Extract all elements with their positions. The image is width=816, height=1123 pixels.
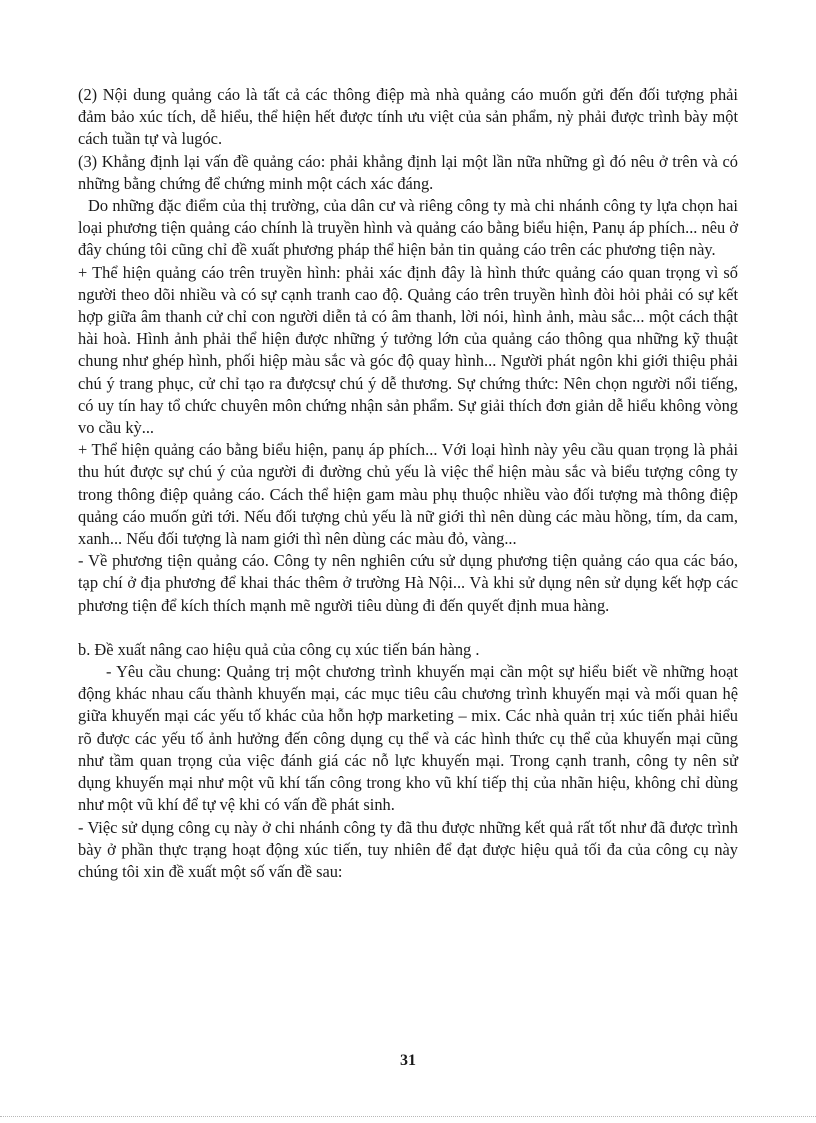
- section-heading-sales-promotion: b. Đề xuất nâng cao hiệu quả của công cụ xúc tiến bán hàng .: [78, 639, 480, 659]
- paragraph-tv-ads: + Thể hiện quảng cáo trên truyền hình: phải xác định đây là hình thức quảng cáo quan trọng vì số người theo dõi nhiều và có sự cạnh tranh cao độ. Quảng cáo trên truyền hình đòi hỏi phải có sự kết hợp giữa âm thanh cử chỉ con người diễn tả có âm thanh, lời nói, hình ảnh, màu sắc... một cách thật hài hoà. Hình ảnh phải thể hiện được những ý tưởng lớn của quảng cáo thông qua những kỹ thuật chung như ghép hình, phối hiệp màu sắc và góc độ quay hình... Người phát ngôn khi giới thiệu phải chú ý trang phục, cử chỉ tạo ra đượcsự chú ý dễ thương. Sự chứng thức: Nên chọn người nổi tiếng, có uy tín hay tổ chức chuyên môn chứng nhận sản phẩm. Sự giải thích đơn giản dễ hiểu không vòng vo cầu kỳ...: [78, 262, 738, 438]
- paragraph-ad-content: (2) Nội dung quảng cáo là tất cả các thông điệp mà nhà quảng cáo muốn gửi đến đối tượng phải đảm bảo xúc tích, dễ hiểu, thể hiện hết được tính ưu việt của sản phẩm, nỳ phải được trình bày một cách tuần tự và lugóc.: [78, 85, 738, 149]
- page-bottom-border: [0, 1116, 816, 1117]
- paragraph-media-choice: Do những đặc điểm của thị trường, của dân cư và riêng công ty mà chi nhánh công ty lựa chọn hai loại phương tiện quảng cáo chính là truyền hình và quảng cáo bằng biểu hiện, Panụ áp phích... nêu ở đây chúng tôi cũng chỉ đề xuất phương pháp thể hiện bản tin quảng cáo trên các phương tiện này.: [78, 196, 738, 260]
- paragraph-spacer: [78, 617, 738, 639]
- paragraph-general-requirements: - Yêu cầu chung: Quảng trị một chương trình khuyến mại cần một sự hiểu biết về những hoạt động khác nhau cấu thành khuyến mại, các mục tiêu câu chương trình khuyến mại và mối quan hệ giữa khuyến mại các yếu tố khác của hỗn hợp marketing – mix. Các nhà quản trị xúc tiến phải hiểu rõ được các yếu tố ảnh hưởng đến công dụng cụ thể và các hình thức cụ thể của khuyến mại cũng như tầm quan trọng của việc đánh giá các nỗ lực khuyến mại. Trong cạnh tranh, công ty nên sử dụng khuyến mại như một vũ khí tấn công trong kho vũ khí tiếp thị của nhãn hiệu, không chỉ dùng như một vũ khí để tự vệ khi có vấn đề phát sinh.: [78, 662, 738, 815]
- paragraph-tool-usage: - Việc sử dụng công cụ này ở chi nhánh công ty đã thu được những kết quả rất tốt như đã được trình bày ở phần thực trạng hoạt động xúc tiến, tuy nhiên để đạt được hiệu quả tối đa của công cụ này chúng tôi xin đề xuất một số vấn đề sau:: [78, 817, 738, 881]
- document-body: [78, 84, 738, 883]
- paragraph-ad-reaffirm: (3) Khẳng định lại vấn đề quảng cáo: phải khẳng định lại một lần nữa những gì đó nêu ở trên và có những bằng chứng để chứng minh một cách xác đáng.: [78, 151, 738, 193]
- page-number: 31: [400, 1052, 416, 1069]
- paragraph-billboard-ads: + Thể hiện quảng cáo bằng biểu hiện, panụ áp phích... Với loại hình này yêu cầu quan trọng là phải thu hút được sự chú ý của người đi đường chủ yếu là việc thể hiện màu sắc và biểu tượng công ty trong thông điệp quảng cáo. Cách thể hiện gam màu phụ thuộc nhiều vào đối tượng mà thông điệp quảng cáo muốn gửi tới. Nếu đối tượng chủ yếu là nữ giới thì nên dùng các màu hồng, tím, da cam, xanh... Nếu đối tượng là nam giới thì nên dùng các màu đỏ, vàng...: [78, 440, 738, 549]
- paragraph-ad-media: - Về phương tiện quảng cáo. Công ty nên nghiên cứu sử dụng phương tiện quảng cáo qua các báo, tạp chí ở địa phương để khai thác thêm ở trường Hà Nội... Và khi sử dụng nên sử dụng kết hợp các phương tiện để kích thích mạnh mẽ người tiêu dùng đi đến quyết định mua hàng.: [78, 551, 738, 615]
